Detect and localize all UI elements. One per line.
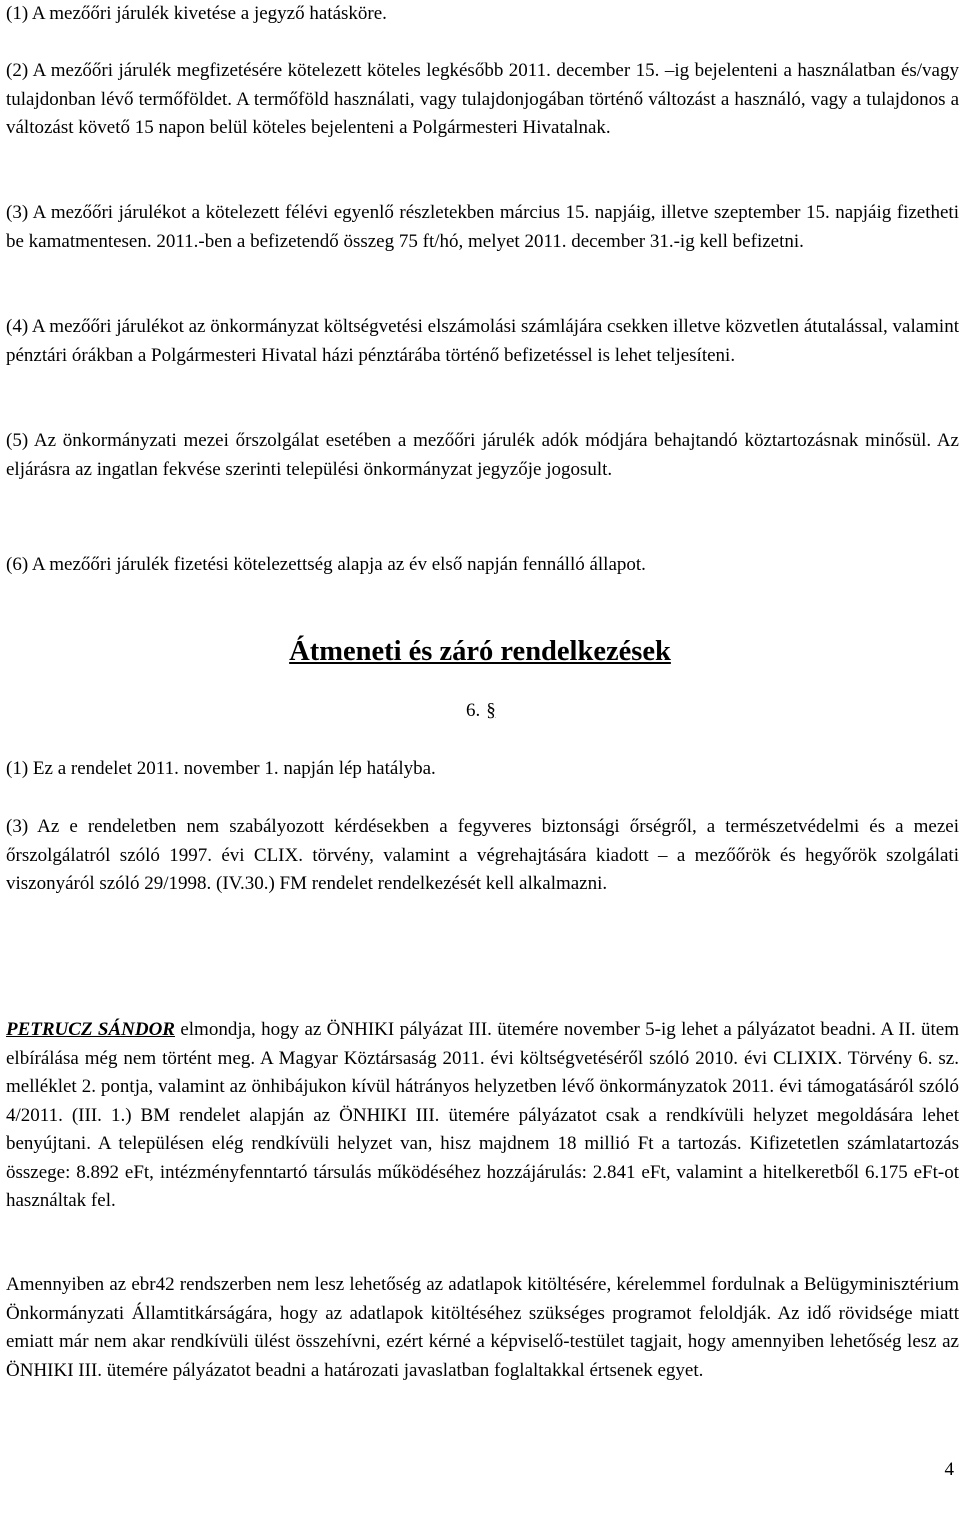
section-number-value: 6. [466, 700, 481, 721]
minutes-text-1: elmondja, hogy az ÖNHIKI pályázat III. ütemére november 5-ig lehet a pályázatot beadni. A II. ütem elbírálása még nem történt meg. A Magyar Köztársaság 2011. évi költségvetéséről szóló 2010. évi CLIXIX. Törvény 6. sz. melléklet 2. pontja, valamint az önhibájukon kívül hátrányos helyzetben lévő önkormányzatok 2011. évi támogatásáról szóló 4/2011. (III. 1.) BM rendelet alapján az ÖNHIKI III. ütemére pályázatot csak a rendkívüli helyzet megoldására lehet benyújtani. A településen elég rendkívüli helyzet van, hisz majdnem 18 millió Ft a tartozás. Kifizetetlen számlatartozás összege: 8.892 eFt, intézményfenntartó társulás működéséhez hozzájárulás: 2.841 eFt, valamint a hitelkeretből 6.175 eFt-ot használtak fel. [6, 1019, 959, 1211]
paragraph-1: (1) A mezőőri járulék kivetése a jegyző hatásköre. [6, 3, 387, 24]
closing-paragraph-1: (1) Ez a rendelet 2011. november 1. napján lép hatályba. [6, 758, 436, 779]
section-number [466, 697, 496, 725]
section-heading: Átmeneti és záró rendelkezések [289, 636, 671, 667]
minutes-paragraph-1 [6, 1016, 959, 1216]
page-number: 4 [944, 1459, 954, 1480]
paragraph-2: (2) A mezőőri járulék megfizetésére kötelezett köteles legkésőbb 2011. december 15. –ig bejelenteni a használatban és/vagy tulajdonban lévő termőföldet. A termőföld használati, vagy tulajdonjogában történő változást a használó, vagy a tulajdonos a változást követő 15 napon belül köteles bejelenteni a Polgármesteri Hivatalnak. [6, 60, 959, 138]
paragraph-4: (4) A mezőőri járulékot az önkormányzat költségvetési elszámolási számlájára csekken illetve közvetlen átutalással, valamint pénztári órákban a Polgármesteri Hivatal házi pénztárába történő befizetéssel is lehet teljesíteni. [6, 316, 959, 366]
section-sign: § [486, 700, 496, 721]
minutes-paragraph-2: Amennyiben az ebr42 rendszerben nem lesz lehetőség az adatlapok kitöltésére, kérelemmel fordulnak a Belügyminisztérium Önkormányzati Államtitkárságára, hogy az adatlapok kitöltéséhez szükséges programot feloldják. Az idő rövidsége miatt emiatt már nem akar rendkívüli ülést összehívni, ezért kérné a képviselő-testület tagjait, hogy amennyiben lehetőség lesz az ÖNHIKI III. ütemére pályázatot beadni a határozati javaslatban foglaltakkal értsenek egyet. [6, 1274, 959, 1381]
paragraph-6: (6) A mezőőri járulék fizetési kötelezettség alapja az év első napján fennálló állapot. [6, 554, 646, 575]
speaker-name: PETRUCZ SÁNDOR [6, 1019, 175, 1040]
closing-paragraph-3: (3) Az e rendeletben nem szabályozott kérdésekben a fegyveres biztonsági őrségről, a természetvédelmi és a mezei őrszolgálatról szóló 1997. évi CLIX. törvény, valamint a végrehajtására kiadott – a mezőőrök és hegyőrök szolgálati viszonyáról szóló 29/1998. (IV.30.) FM rendelet rendelkezését kell alkalmazni. [6, 816, 959, 894]
paragraph-5: (5) Az önkormányzati mezei őrszolgálat esetében a mezőőri járulék adók módjára behajtandó köztartozásnak minősül. Az eljárásra az ingatlan fekvése szerinti települési önkormányzat jegyzője jogosult. [6, 430, 959, 480]
paragraph-3: (3) A mezőőri járulékot a kötelezett félévi egyenlő részletekben március 15. napjáig, illetve szeptember 15. napjáig fizetheti be kamatmentesen. 2011.-ben a befizetendő összeg 75 ft/hó, melyet 2011. december 31.-ig kell befizetni. [6, 202, 959, 252]
